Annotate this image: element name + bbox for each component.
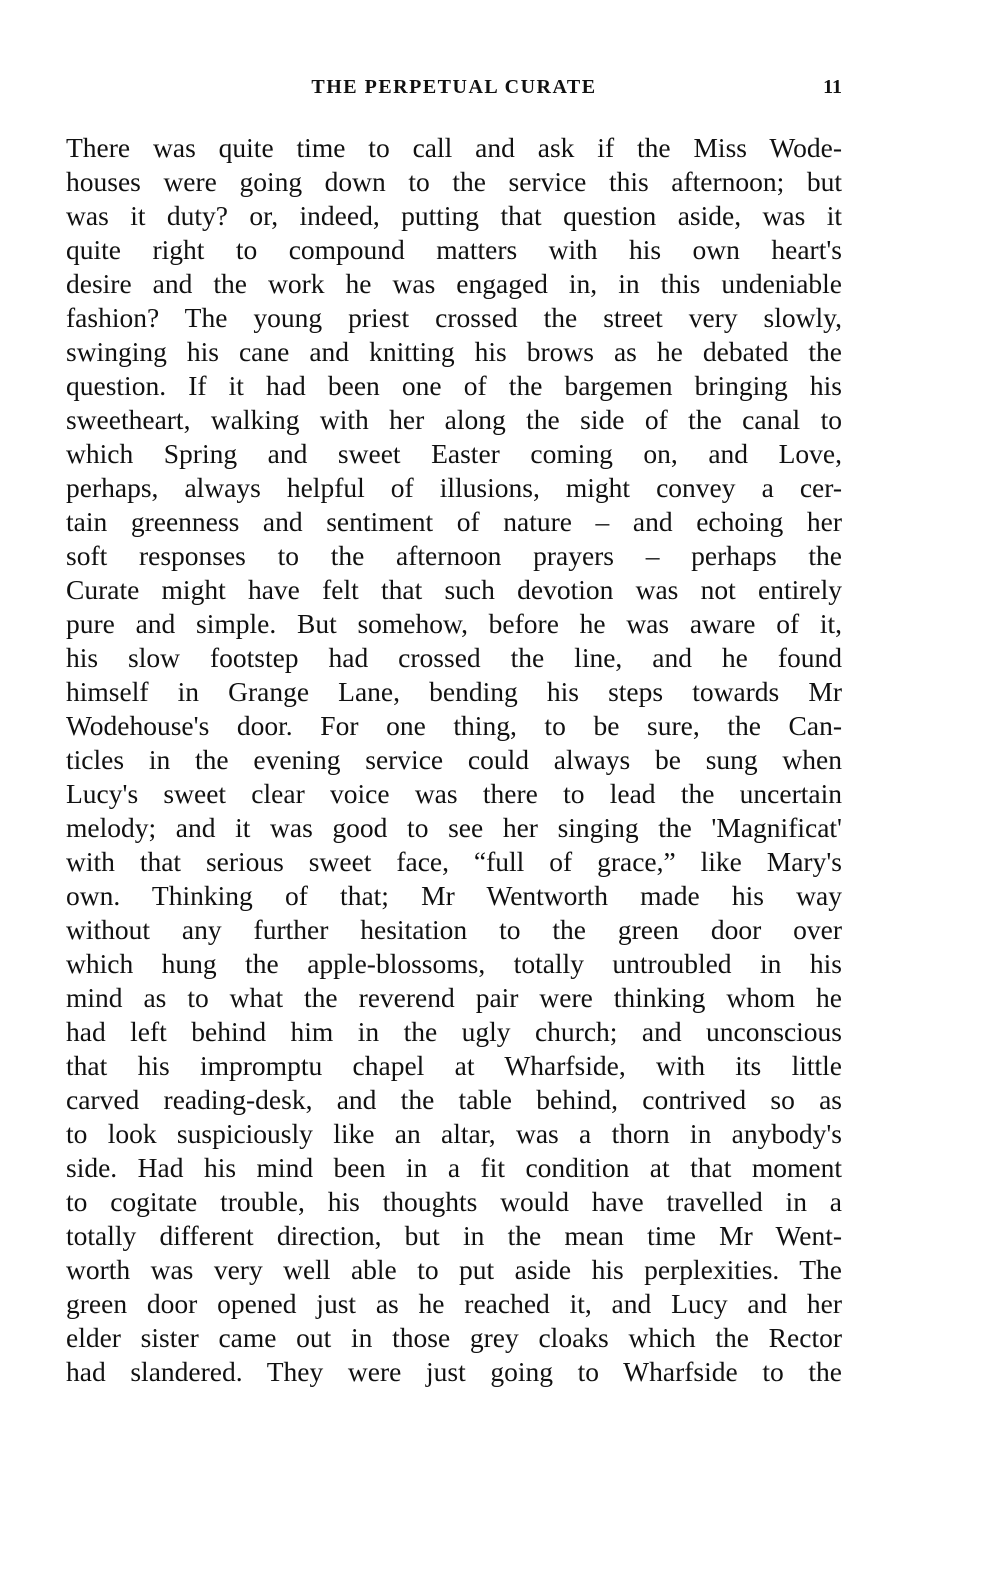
running-head [66,76,842,106]
text-line: perhaps, always helpful of illusions, might convey a cer- [66,472,842,503]
text-line: Wodehouse's door. For one thing, to be sure, the Can- [66,710,842,741]
text-line: Lucy's sweet clear voice was there to lead the uncertain [66,778,842,809]
text-line: totally different direction, but in the mean time Mr Went- [66,1220,842,1251]
page-number: 11 [823,76,842,98]
text-line: pure and simple. But somehow, before he was aware of it, [66,608,842,639]
text-line: side. Had his mind been in a fit condition at that moment [66,1152,842,1183]
text-line: sweetheart, walking with her along the side of the canal to [66,404,842,435]
body-text [66,131,842,1389]
text-line: was it duty? or, indeed, putting that question aside, was it [66,200,842,231]
text-line: which Spring and sweet Easter coming on, and Love, [66,438,842,469]
text-line: soft responses to the afternoon prayers – perhaps the [66,540,842,571]
text-line: carved reading-desk, and the table behind, contrived so as [66,1084,842,1115]
text-line: had slandered. They were just going to Wharfside to the [66,1356,842,1387]
text-line: had left behind him in the ugly church; and unconscious [66,1016,842,1047]
text-line: that his impromptu chapel at Wharfside, with its little [66,1050,842,1081]
running-title: THE PERPETUAL CURATE [311,76,597,98]
text-line: tain greenness and sentiment of nature – and echoing her [66,506,842,537]
text-line: elder sister came out in those grey cloaks which the Rector [66,1322,842,1353]
text-line: himself in Grange Lane, bending his steps towards Mr [66,676,842,707]
text-line: desire and the work he was engaged in, in this undeniable [66,268,842,299]
text-line: own. Thinking of that; Mr Wentworth made his way [66,880,842,911]
text-line: which hung the apple-blossoms, totally untroubled in his [66,948,842,979]
text-line: to look suspiciously like an altar, was a thorn in anybody's [66,1118,842,1149]
text-line: worth was very well able to put aside his perplexities. The [66,1254,842,1285]
text-line: Curate might have felt that such devotion was not entirely [66,574,842,605]
text-line: mind as to what the reverend pair were thinking whom he [66,982,842,1013]
text-line: ticles in the evening service could always be sung when [66,744,842,775]
text-line: melody; and it was good to see her singing the 'Magnificat' [66,812,842,843]
text-line: green door opened just as he reached it, and Lucy and her [66,1288,842,1319]
text-line: quite right to compound matters with his own heart's [66,234,842,265]
text-line: fashion? The young priest crossed the street very slowly, [66,302,842,333]
text-line: without any further hesitation to the green door over [66,914,842,945]
text-line: to cogitate trouble, his thoughts would have travelled in a [66,1186,842,1217]
text-line: swinging his cane and knitting his brows as he debated the [66,336,842,367]
text-line: There was quite time to call and ask if the Miss Wode- [66,132,842,163]
text-line: question. If it had been one of the bargemen bringing his [66,370,842,401]
text-line: with that serious sweet face, “full of grace,” like Mary's [66,846,842,877]
text-line: his slow footstep had crossed the line, and he found [66,642,842,673]
text-line: houses were going down to the service this afternoon; but [66,166,842,197]
